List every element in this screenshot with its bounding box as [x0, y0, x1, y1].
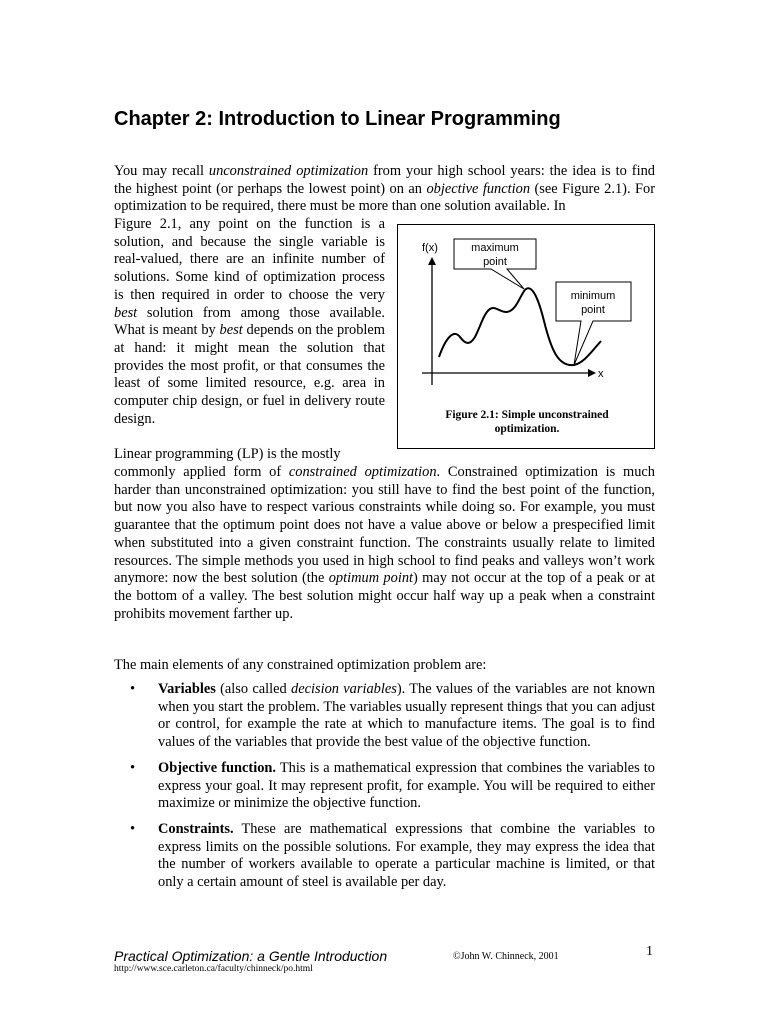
footer-url[interactable]: http://www.sce.carleton.ca/faculty/chinneck/po.html [114, 964, 313, 974]
bullet-dot: • [130, 681, 136, 697]
x-axis-label: x [598, 368, 604, 380]
intro-emphasis-2: objective function [426, 180, 531, 197]
chapter-title: Chapter 2: Introduction to Linear Programming [114, 108, 561, 130]
elements-list [130, 681, 655, 900]
intro-left-text-1: Figure 2.1, any point on the function is a solution, and because the single variable is real-valued, there are an infinite number of solutions. Some kind of optimization process is then required in order to choose the very [114, 216, 385, 303]
list-item-term: Variables [158, 681, 216, 697]
list-item-text: This is a mathematical expression that combines the variables to express your goal. It may represent profit, for example. You will be required to either maximize or minimize the objective function. [158, 759, 655, 812]
lp-emphasis-2: optimum point [328, 570, 414, 587]
figure-2-1 [397, 224, 655, 449]
page-number: 1 [646, 944, 653, 959]
list-item-constraints [130, 821, 655, 892]
list-item-variables [130, 681, 655, 752]
list-item-objective-function [130, 760, 655, 813]
list-item-text: ). The values of the variables are not known when you start the problem. The variables usually represent things that you can adjust or control, for example the rate at which to manufacture items. The goal is to find values of the variables that provide the best value of the objective function. [158, 681, 656, 751]
intro-left-text-3: depends on the problem at hand: it might mean the solution that provides the most profit, or that consumes the least of some limited resource, e.g. area in computer chip design, or fuel in delivery route design. [114, 322, 385, 427]
lp-text-3: ) may not occur at the top of a peak or at the bottom of a valley. The best solution might occur half way up a peak when a constraint prohibits movement farther up. [114, 570, 655, 622]
list-item-text: These are mathematical expressions that combine the variables to express limits on the possible solutions. For example, they may express the idea that the number of workers available to operate a particular machine is limited, or that only a certain amount of steel is available per day. [158, 820, 655, 891]
intro-text-1: You may recall [114, 163, 209, 179]
footer-copyright: ©John W. Chinneck, 2001 [453, 951, 559, 962]
intro-left-emphasis-1: best [114, 304, 138, 321]
y-axis-label: f(x) [422, 242, 438, 254]
list-item-term: Constraints. [158, 820, 234, 837]
lp-paragraph-first-line: Linear programming (LP) is the mostly [114, 446, 341, 462]
list-item-text: (also called [215, 681, 292, 697]
lp-text-2: . Constrained optimization is much harder than unconstrained optimization: you still have to find the best point of the function, but now you also have to respect various constraints while doing so. For example, you must guarantee that the optimum point does not have a value above or below a prespecified limit when substituted into a given constraint function. The constraints usually relate to limited resources. The simple methods you used in high school to find peaks and valleys won’t work anymore: now the best solution (the [114, 464, 655, 587]
intro-continuation-paragraph [114, 216, 385, 428]
list-item-term: Objective function. [158, 759, 277, 776]
lp-emphasis-1: constrained optimization [288, 464, 437, 480]
elements-intro: The main elements of any constrained optimization problem are: [114, 657, 487, 673]
footer-book-title: Practical Optimization: a Gentle Introduction [114, 948, 388, 964]
minimum-point-label: minimum point [570, 290, 616, 316]
lp-text-1: commonly applied form of [114, 464, 289, 480]
intro-text-3: (see Figure 2.1). For optimization to be required, there must be more than one solution available. In [114, 180, 656, 215]
intro-left-text-2: solution from among those available. What is meant by [114, 304, 385, 339]
intro-text-2: from your high school years: the idea is to find the highest point (or perhaps the lowest point) on an [114, 163, 655, 197]
intro-emphasis-1: unconstrained optimization [208, 163, 369, 179]
lp-paragraph [114, 464, 655, 623]
intro-left-emphasis-2: best [219, 322, 243, 339]
bullet-dot: • [130, 820, 136, 837]
intro-paragraph [114, 163, 655, 216]
list-item-emphasis: decision variables [291, 681, 397, 697]
bullet-dot: • [130, 759, 136, 776]
figure-caption: Figure 2.1: Simple unconstrained optimization. [445, 409, 609, 435]
maximum-point-label: maximum point [471, 242, 519, 268]
